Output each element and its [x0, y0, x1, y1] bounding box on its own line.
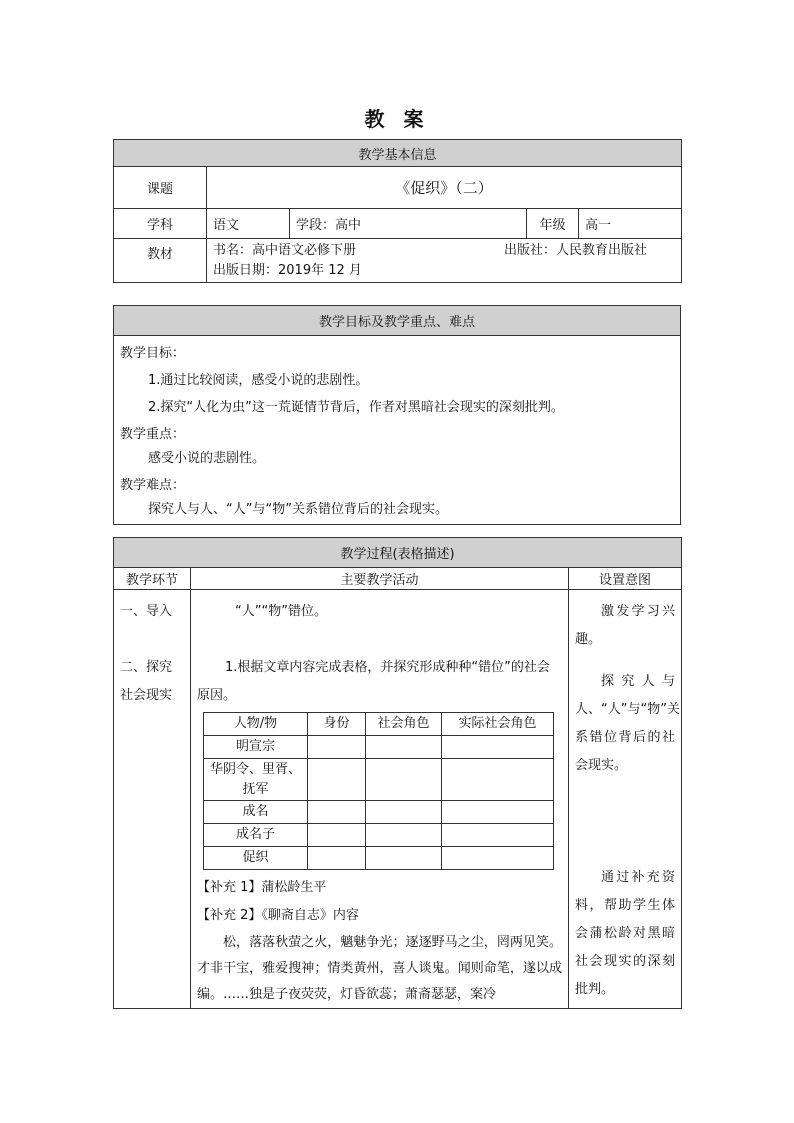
role-table-cell[interactable] [308, 824, 366, 847]
subject-label: 学科 [114, 209, 207, 239]
role-table-cell[interactable] [308, 847, 366, 870]
basic-info-header: 教学基本信息 [114, 140, 682, 167]
objectives-table [113, 305, 681, 525]
col-intent-header: 设置意图 [569, 568, 682, 590]
col-stage-header: 教学环节 [114, 568, 191, 590]
supplement-2: 【补充 2】《聊斋自志》内容 [197, 908, 359, 923]
goal-2: 2.探究“人化为虫”这一荒诞情节背后，作者对黑暗社会现实的深刻批判。 [148, 400, 564, 415]
role-table-row-label: 促织 [204, 847, 308, 870]
intent-column [569, 590, 682, 1009]
role-table-header: 社会角色 [366, 713, 442, 736]
activity-task: 1.根据文章内容完成表格，并探究形成种种“错位”的社会原因。 [197, 660, 550, 703]
role-table-cell[interactable] [442, 736, 554, 759]
activity-column [191, 590, 569, 1009]
material-label: 教材 [114, 239, 207, 283]
col-activity-header: 主要教学活动 [191, 568, 569, 590]
publisher: 出版社：人民教育出版社 [503, 242, 647, 258]
intent-interest: 激发学习兴趣。 [575, 604, 676, 647]
topic-value: 《促织》（二） [207, 167, 682, 209]
role-table-cell[interactable] [366, 759, 442, 801]
role-table-header: 人物/物 [204, 713, 308, 736]
key-point-label: 教学重点： [120, 427, 186, 442]
supplement-1: 【补充 1】蒲松龄生平 [197, 880, 327, 895]
stage-column [114, 590, 191, 1009]
grade-label: 年级 [527, 209, 579, 239]
role-table-header: 身份 [308, 713, 366, 736]
objectives-body [114, 336, 681, 525]
basic-info-table [113, 139, 682, 283]
book-name: 书名：高中语文必修下册 [213, 242, 357, 258]
process-header: 教学过程(表格描述) [114, 538, 682, 568]
role-table-cell[interactable] [366, 736, 442, 759]
role-table-cell[interactable] [308, 759, 366, 801]
role-table-row-label: 成名子 [204, 824, 308, 847]
stage-intro: 一、导入 [120, 604, 173, 619]
role-table-cell[interactable] [442, 801, 554, 824]
zhi-quote: 松，落落秋萤之火，魑魅争光；逐逐野马之尘，罔两见笑。才非干宝，雅爱搜神；情类黄州，喜人谈鬼。闻则命笔，遂以成编。……独是子夜荧荧，灯昏欲蕊；萧斋瑟瑟，案冷 [197, 935, 562, 1002]
role-table-cell[interactable] [308, 801, 366, 824]
difficulty-label: 教学难点： [120, 478, 186, 493]
objectives-header: 教学目标及教学重点、难点 [114, 306, 681, 336]
grade-value: 高一 [579, 209, 682, 239]
document-title: 教 案 [364, 107, 430, 131]
publication-date: 出版日期：2019年 12 月 [213, 262, 362, 278]
role-table-cell[interactable] [366, 801, 442, 824]
intent-supplement: 通过补充资料，帮助学生体会蒲松龄对黑暗社会现实的深刻批判。 [575, 870, 676, 997]
topic-label: 课题 [114, 167, 207, 209]
role-table-cell[interactable] [366, 847, 442, 870]
role-table-row-label: 明宣宗 [204, 736, 308, 759]
goal-label: 教学目标： [120, 346, 186, 361]
role-table-header: 实际社会角色 [442, 713, 554, 736]
key-point-text: 感受小说的悲剧性。 [148, 451, 266, 466]
stage-explore: 二、探究社会现实 [120, 660, 173, 703]
stage-value: 学段：高中 [290, 209, 527, 239]
subject-value: 语文 [207, 209, 290, 239]
role-table-cell[interactable] [442, 824, 554, 847]
process-table [113, 537, 682, 1009]
role-table-row-label: 成名 [204, 801, 308, 824]
role-table-cell[interactable] [366, 824, 442, 847]
role-table-row-label: 华阴令、里胥、抚军 [204, 759, 308, 801]
role-table-cell[interactable] [442, 847, 554, 870]
material-info [207, 239, 682, 283]
difficulty-text: 探究人与人、“人”与“物”关系错位背后的社会现实。 [148, 502, 448, 517]
role-table [203, 712, 554, 870]
role-table-cell[interactable] [442, 759, 554, 801]
activity-intro: “人”“物”错位。 [235, 604, 327, 619]
role-table-cell[interactable] [308, 736, 366, 759]
goal-1: 1.通过比较阅读，感受小说的悲剧性。 [148, 373, 369, 388]
intent-explore: 探究人与人、“人”与“物”关系错位背后的社会现实。 [575, 674, 680, 773]
